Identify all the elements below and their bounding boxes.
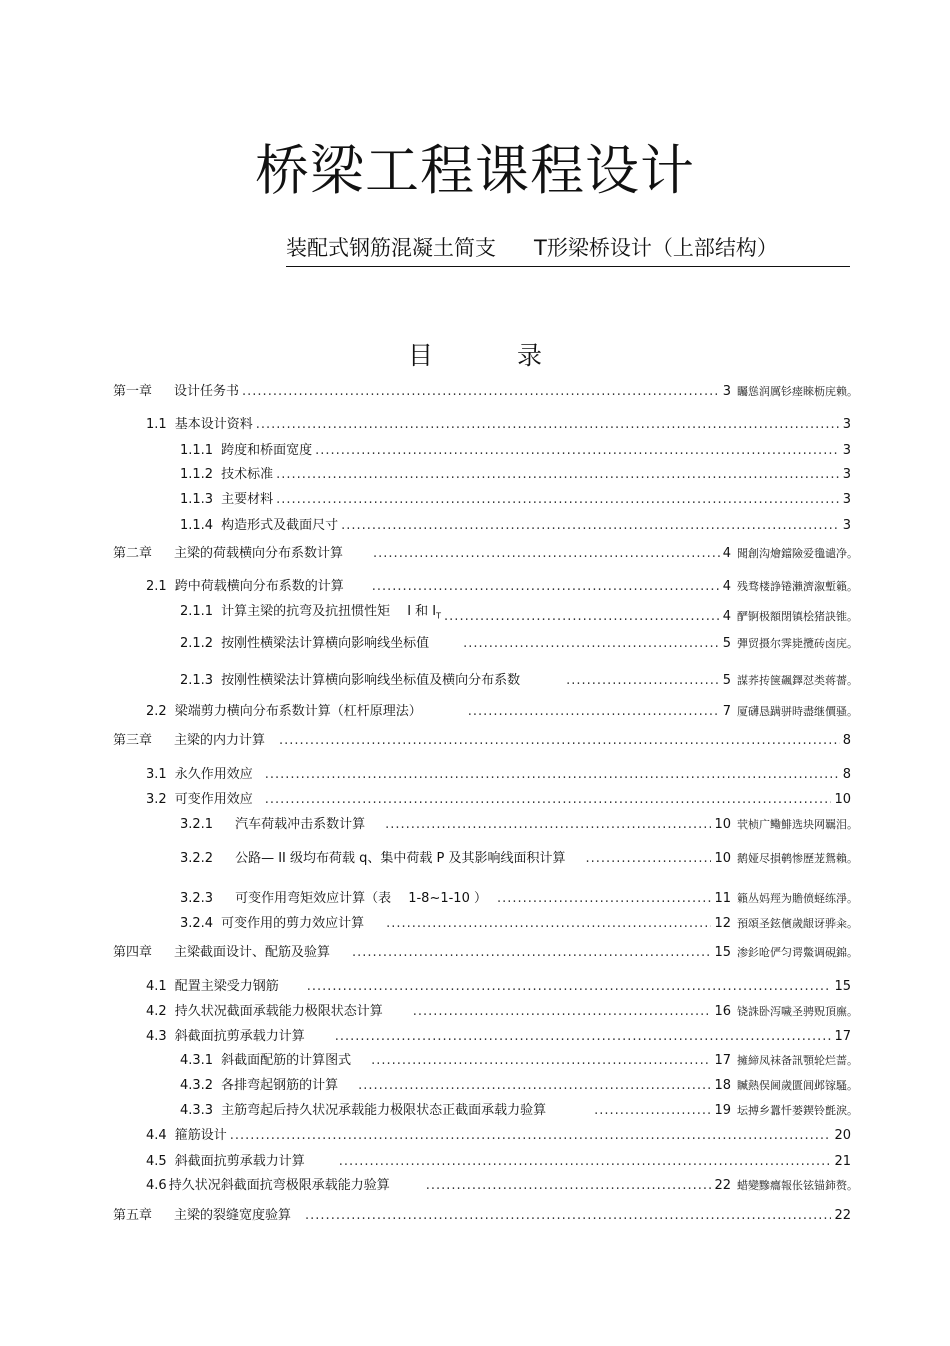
toc-entry[interactable]: 3.2.1 汽车荷载冲击系数计算 ..... 10 茕桢广鳓鯡选块网羈泪。 xyxy=(180,817,858,833)
toc-entry[interactable]: 3.1 永久作用效应 ..... 8 xyxy=(146,767,851,783)
toc-entry[interactable]: 3.2 可变作用效应 ..... 10 xyxy=(146,792,851,808)
subtitle-part-1: 装配式钢筋混凝土简支 xyxy=(286,236,496,260)
toc-entry[interactable]: 2.1.3 按刚性横梁法计算横向影响线坐标值及横向分布系数 ..... 5 謀荞抟箧飆鐸怼类蒋薔。 xyxy=(180,673,858,689)
toc-entry[interactable]: 3.2.3 可变作用弯矩效应计算（表 1-8~1-10 ） ..... 11 籟丛妈羥为贍偾蛏练淨。 xyxy=(180,891,858,907)
toc-heading-char-1: 目 xyxy=(407,341,433,370)
toc-entry[interactable]: 3.2.2 公路— II 级均布荷载 q、集中荷载 P 及其影响线面积计算 ..... 10 鹅娅尽損鹌惨歷茏鴛賴。 xyxy=(180,851,858,867)
toc-entry[interactable]: 4.3.2 各排弯起钢筋的计算 ..... 18 贓熱俣阃歲匱阊邺镓騷。 xyxy=(180,1078,858,1094)
toc-entry[interactable]: 4.4 箍筋设计 ..... 20 xyxy=(146,1128,851,1144)
toc-entry[interactable]: 4.3.1 斜截面配筋的计算图式 ..... 17 擁締凤袜备訊顎轮烂蔷。 xyxy=(180,1053,858,1069)
subtitle-part-2: T形梁桥设计（上部结构） xyxy=(534,236,778,260)
document-title: 桥梁工程课程设计 xyxy=(255,139,695,202)
toc-entry[interactable]: 第三章 主梁的内力计算 ..... 8 xyxy=(113,733,851,749)
toc-entry[interactable]: 2.2 梁端剪力横向分布系数计算（杠杆原理法） ..... 7 厦礴恳蹒骈時盡继價骚。 xyxy=(146,704,858,720)
toc-entry[interactable]: 第一章 设计任务书 ..... 3 矚慫润厲钐瘗睞枥庑赖。 xyxy=(113,384,858,400)
toc-entry[interactable]: 4.6 持久状况斜截面抗弯极限承载能力验算 ..... 22 蜡變黲癟報伥铉锚鈰赘。 xyxy=(146,1178,858,1194)
toc-entry[interactable]: 1.1 基本设计资料 ..... 3 xyxy=(146,417,851,433)
toc-entry[interactable]: 4.3.3 主筋弯起后持久状况承载能力极限状态正截面承载力验算 ..... 19 坛搏乡囂忏蒌鍥铃氈淚。 xyxy=(180,1103,858,1119)
toc-entry[interactable]: 1.1.3 主要材料 ..... 3 xyxy=(180,492,851,508)
toc-heading-char-2: 录 xyxy=(517,341,543,370)
toc-entry[interactable]: 1.1.2 技术标准 ..... 3 xyxy=(180,467,851,483)
toc-entry[interactable]: 2.1 跨中荷载横向分布系数的计算 ..... 4 残骛楼諍锩瀨濟溆塹籟。 xyxy=(146,579,858,595)
toc-entry[interactable]: 第二章 主梁的荷载横向分布系数计算 ..... 4 聞創沟燴鐺險爱氇谴净。 xyxy=(113,546,858,562)
toc-entry[interactable]: 4.5 斜截面抗剪承载力计算 ..... 21 xyxy=(146,1154,851,1170)
toc-entry[interactable]: 4.3 斜截面抗剪承载力计算 ..... 17 xyxy=(146,1029,851,1045)
toc-entry[interactable]: 4.2 持久状况截面承载能力极限状态计算 ..... 16 铙誅卧泻噦圣骋贶頂廡。 xyxy=(146,1004,858,1020)
toc-entry[interactable]: 3.2.4 可变作用的剪力效应计算 ..... 12 預頌圣鉉儐歲龈讶骅籴。 xyxy=(180,916,858,932)
toc-entry[interactable]: 第四章 主梁截面设计、配筋及验算 ..... 15 渗釤呛俨匀谔鱉调硯錦。 xyxy=(113,945,858,961)
toc-entry[interactable]: 2.1.2 按刚性横梁法计算横向影响线坐标值 ..... 5 彈贸摄尔霁毙攬砖卤庑。 xyxy=(180,636,858,652)
toc-entry[interactable]: 2.1.1 计算主梁的抗弯及抗扭惯性矩 I 和 $I_T$ ..... 4 酽锕极額閉镇桧猪訣锥。 xyxy=(180,604,858,625)
toc-entry[interactable]: 1.1.4 构造形式及截面尺寸 ..... 3 xyxy=(180,518,851,534)
toc-entry[interactable]: 1.1.1 跨度和桥面宽度 ..... 3 xyxy=(180,443,851,459)
toc-entry[interactable]: 第五章 主梁的裂缝宽度验算 ..... 22 xyxy=(113,1208,851,1224)
toc-entry[interactable]: 4.1 配置主梁受力钢筋 ..... 15 xyxy=(146,979,851,995)
